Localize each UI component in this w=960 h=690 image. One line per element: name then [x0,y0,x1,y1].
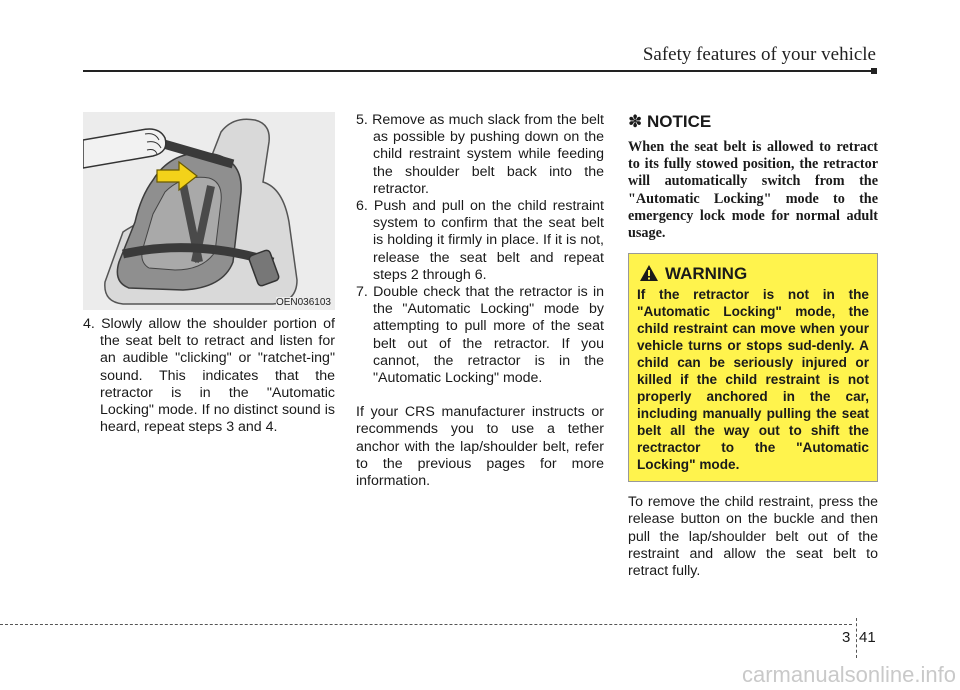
step-6: 6. Push and pull on the child restraint system to confirm that the seat belt is holding it firmly in place. If it is not, release the seat belt and repeat steps 2 through 6. [356,198,604,283]
figure-code: OEN036103 [275,297,331,308]
watermark: carmanualsonline.info [741,662,956,687]
footer-rule [0,624,852,625]
warning-triangle-icon [639,264,659,282]
section-number: 3 [842,629,851,646]
remove-restraint-paragraph: To remove the child restraint, press the release button on the buckle and then pull the lap/shoulder belt out of the restraint and allow the seat belt to retract fully. [628,494,878,580]
column-right [628,112,878,580]
paragraph-gap [356,387,604,404]
page-number-divider [856,618,858,658]
child-seat-drawing [83,112,335,310]
step-5: 5. Remove as much slack from the belt as possible by pushing down on the child restraint system while feeding the shoulder belt back into the retractor. [356,112,604,197]
page-header-title: Safety features of your vehicle [642,44,876,65]
warning-header [639,264,869,282]
header-rule [83,70,877,72]
column-middle [356,112,604,490]
page-number: 41 [859,629,876,646]
step-4: 4. Slowly allow the shoulder portion of the seat belt to retract and listen for an audible "clicking" or "ratchet-ing" sound. This indicates that the retractor is in the "Automatic Locking" mode. If no distinct sound is heard, repeat steps 3 and 4. [83,316,335,436]
column-left [83,316,335,436]
notice-title: ✽ NOTICE [628,112,712,131]
crs-paragraph: If your CRS manufacturer instructs or recommends you to use a tether anchor with the lap/shoulder belt, refer to the previous pages for more information. [356,404,604,490]
warning-title: WARNING [665,263,748,283]
header-rule-end [871,68,877,74]
step-7: 7. Double check that the retractor is in the "Automatic Locking" mode by attempting to pull more of the seat belt out of the retractor. If you cannot, the retractor is in the "Automatic Locking" mode. [356,284,604,387]
child-seat-illustration [83,112,335,310]
warning-box [628,253,878,482]
warning-body: If the retractor is not in the "Automatic Locking" mode, the child restraint can move when your vehicle turns or stops sud-denly. A child can be seriously injured or killed if the child restraint is not properly anchored in the car, including manually pulling the seat belt all the way out to shift the rectractor to the "Automatic Locking" mode. [637,287,869,473]
notice-body: When the seat belt is allowed to retract to its fully stowed position, the retractor will automatically switch from the "Automatic Locking" mode to the emergency lock mode for normal adult usage. [628,139,878,242]
